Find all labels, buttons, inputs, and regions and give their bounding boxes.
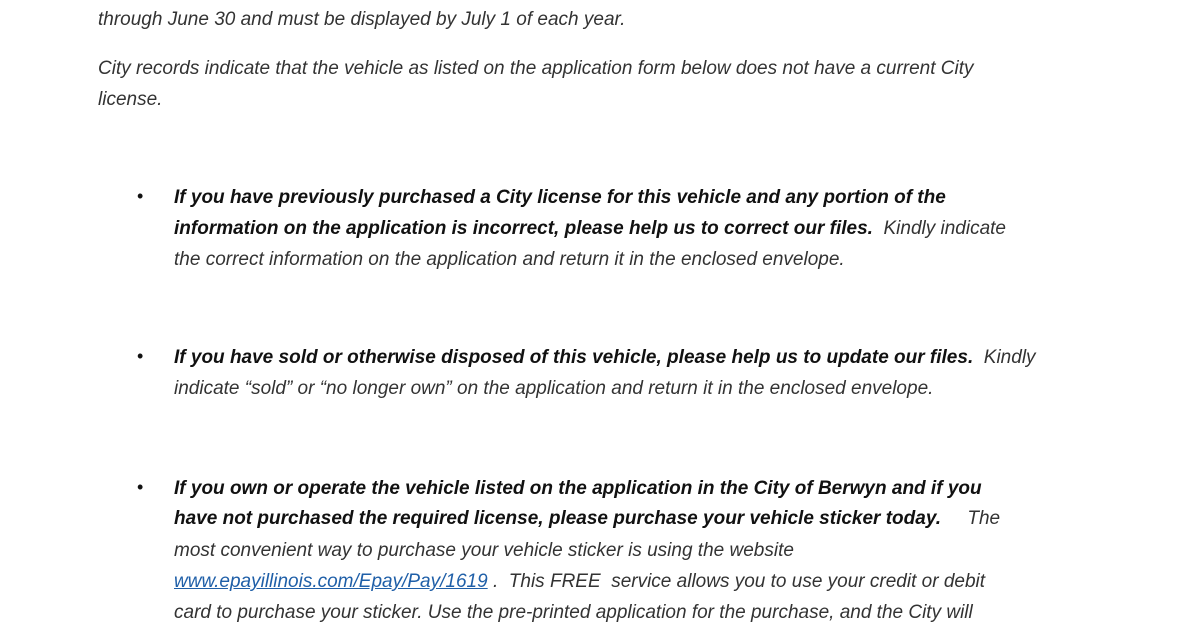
bullet-icon: • [137, 477, 144, 497]
bullet-3-line [174, 570, 985, 594]
bullet-3-line [174, 507, 1000, 531]
bold-text: If you have sold or otherwise disposed of this vehicle, please help us to update our files. [174, 347, 974, 368]
text: . This FREE service allows you to use your credit or debit [487, 571, 986, 592]
intro-line: City records indicate that the vehicle as listed on the application form below does not have a current City [98, 58, 974, 79]
bullet-3-line: If you own or operate the vehicle listed on the application in the City of Berwyn and if you [174, 478, 982, 499]
bullet-3-line: most convenient way to purchase your vehicle sticker is using the website [174, 540, 794, 561]
bold-text: have not purchased the required license, please purchase your vehicle sticker today. [174, 508, 941, 529]
bullet-1-line [174, 217, 1006, 241]
bullet-1-line: If you have previously purchased a City license for this vehicle and any portion of the [174, 187, 946, 208]
bullet-icon: • [137, 186, 144, 206]
intro-line: through June 30 and must be displayed by July 1 of each year. [98, 9, 626, 30]
bold-text: information on the application is incorrect, please help us to correct our files. [174, 218, 873, 239]
text: Kindly [973, 347, 1036, 368]
text: The [940, 508, 1001, 529]
bullet-icon: • [137, 346, 144, 366]
text: Kindly indicate [872, 218, 1006, 239]
epay-link[interactable]: www.epayillinois.com/Epay/Pay/1619 [174, 571, 488, 592]
bullet-2-line: indicate “sold” or “no longer own” on the application and return it in the enclosed envelope. [174, 378, 934, 399]
intro-line: license. [98, 89, 163, 110]
bullet-1-line: the correct information on the application and return it in the enclosed envelope. [174, 249, 845, 270]
bullet-3-line: card to purchase your sticker. Use the pre-printed application for the purchase, and the City will [174, 602, 973, 623]
bullet-2-line [174, 346, 1036, 370]
